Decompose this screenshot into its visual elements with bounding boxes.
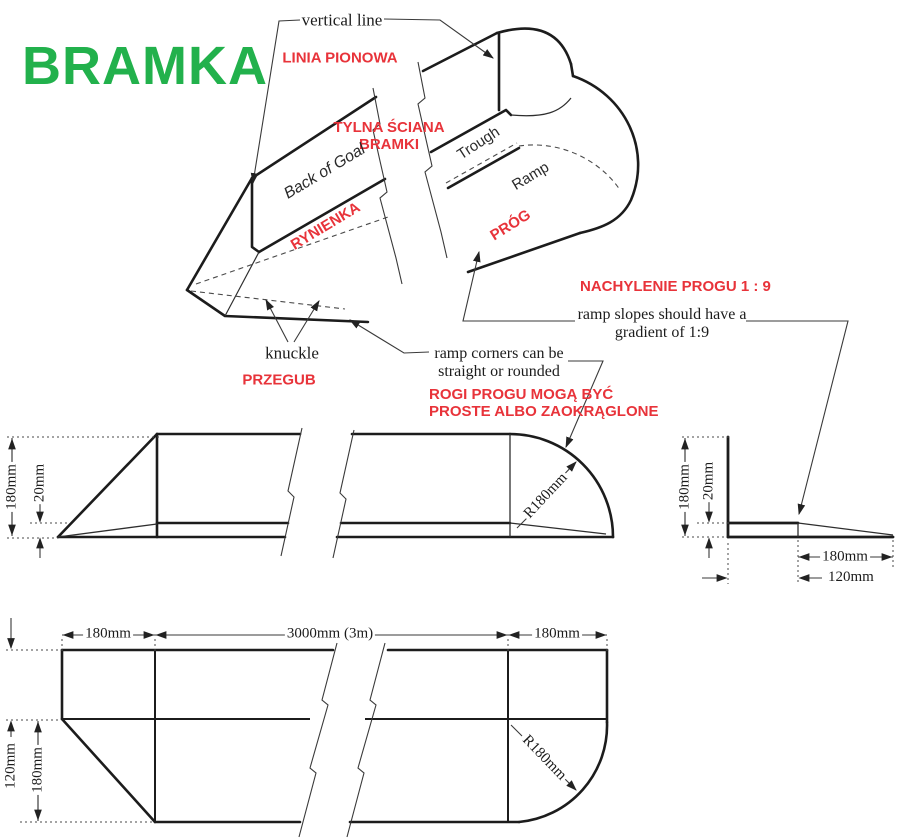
end-dim-flat-width: 120mm <box>828 569 874 585</box>
end-dim-plate: 20mm <box>700 461 717 501</box>
plan-dim-right-end: 180mm <box>534 625 580 642</box>
end-view-outline <box>728 437 893 537</box>
side-view-break-lines <box>281 428 354 558</box>
iso-label-knuckle: knuckle <box>265 343 319 363</box>
iso-label-ramp: Ramp <box>509 158 553 194</box>
plan-dim-left-end: 180mm <box>85 625 131 642</box>
rogi-line1: ROGI PROGU MOGĄ BYĆ <box>429 386 614 403</box>
plan-dim-radius: R180mm <box>519 732 570 784</box>
iso-view-break-lines <box>373 62 447 284</box>
plan-dim-ramp-band: 180mm <box>29 747 46 793</box>
tylna-line1: TYLNA ŚCIANA <box>333 119 445 137</box>
iso-label-vertical-line: vertical line <box>301 10 383 30</box>
iso-label-back-of-goal: Back of Goal <box>281 140 369 203</box>
iso-label-rynienka: RYNIENKA <box>287 198 364 254</box>
ramp-slopes-line1: ramp slopes should have a <box>577 306 747 324</box>
iso-label-nachylenie: NACHYLENIE PROGU 1 : 9 <box>580 278 771 295</box>
side-dim-plate: 20mm <box>31 463 48 503</box>
ramp-corners-line2: straight or rounded <box>438 363 560 380</box>
end-dim-ramp-width: 180mm <box>822 548 868 565</box>
iso-label-ramp-slopes <box>578 306 747 342</box>
plan-dim-length: 3000mm (3m) <box>286 625 374 642</box>
page-title: BRAMKA <box>22 36 268 96</box>
iso-label-linia-pionowa: LINIA PIONOWA <box>282 49 398 67</box>
iso-label-rogi-progu <box>429 387 658 421</box>
plan-view-break-lines <box>299 643 385 837</box>
side-dim-height: 180mm <box>3 464 20 510</box>
ramp-slopes-line2: gradient of 1:9 <box>614 324 710 341</box>
iso-label-trough: Trough <box>454 123 503 164</box>
rogi-line2: PROSTE ALBO ZAOKRĄGLONE <box>429 402 659 420</box>
iso-label-prog: PRÓG <box>487 206 534 245</box>
side-view-extension-lines <box>7 437 160 538</box>
end-dim-height: 180mm <box>676 464 693 510</box>
plan-dim-band: 120mm <box>2 743 19 789</box>
end-view-thin-edges <box>798 523 893 537</box>
tylna-line2: BRAMKI <box>358 136 419 153</box>
iso-leader-lines <box>253 19 848 514</box>
iso-label-przegub: PRZEGUB <box>242 371 316 389</box>
side-dim-radius: R180mm <box>519 468 572 523</box>
ramp-corners-line1: ramp corners can be <box>434 345 564 363</box>
iso-label-ramp-corners <box>434 345 563 381</box>
